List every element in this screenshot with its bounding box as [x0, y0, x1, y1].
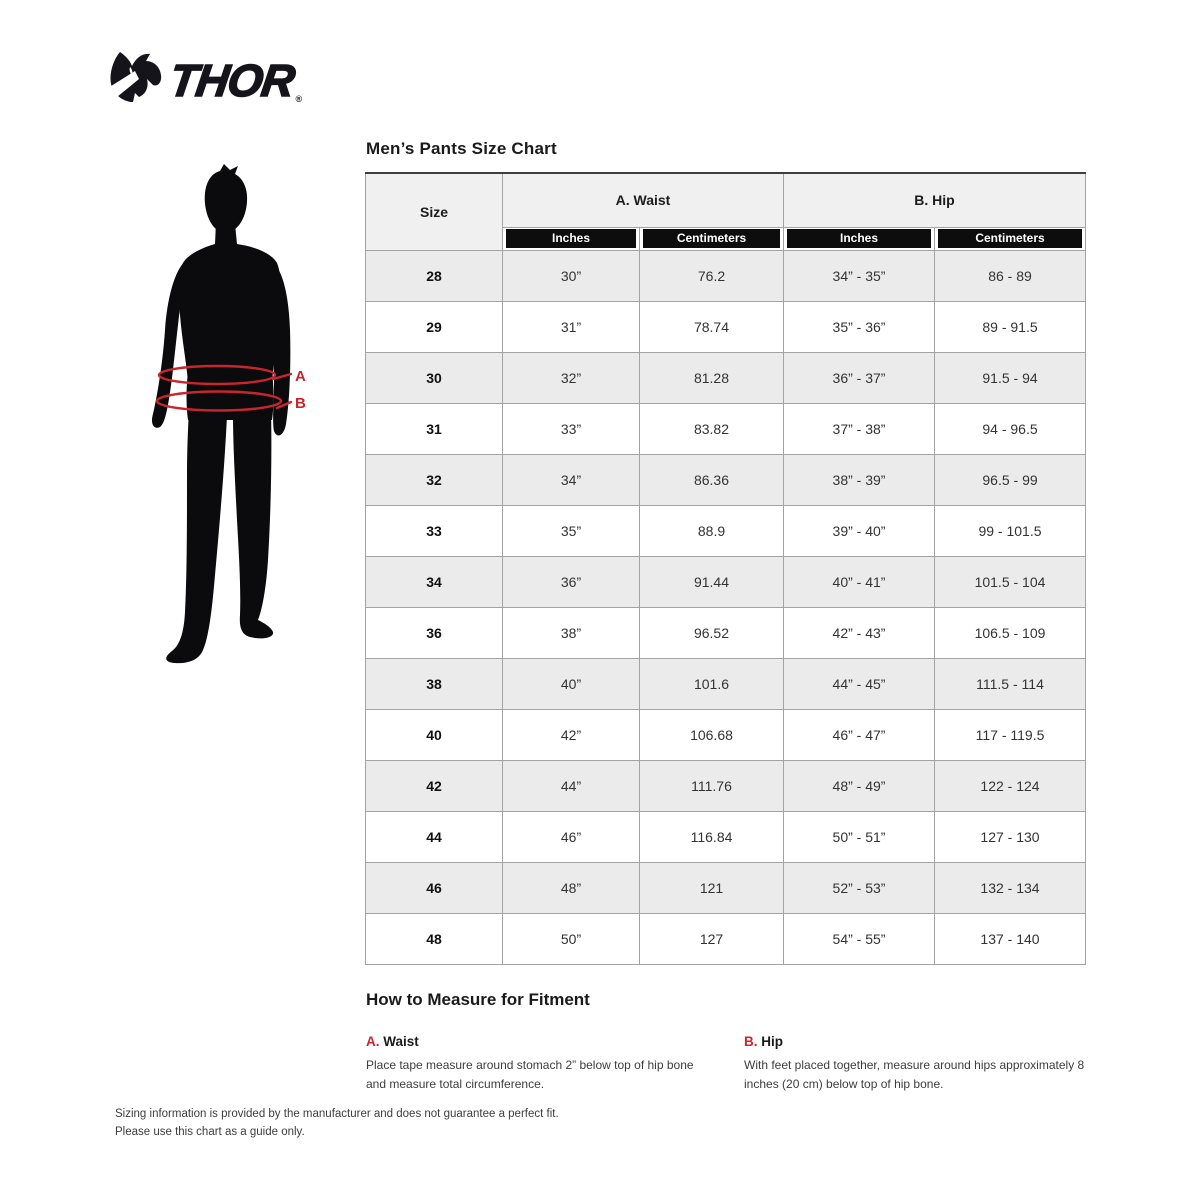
size-cell: 33 [366, 505, 503, 556]
table-row [366, 862, 1086, 913]
value-cell: 31” [503, 301, 640, 352]
table-row [366, 403, 1086, 454]
column-header-size: Size [366, 173, 503, 250]
table-row [366, 454, 1086, 505]
size-cell: 34 [366, 556, 503, 607]
value-cell: 38” [503, 607, 640, 658]
value-cell: 117 - 119.5 [935, 709, 1086, 760]
value-cell: 36” - 37” [784, 352, 935, 403]
value-cell: 99 - 101.5 [935, 505, 1086, 556]
disclaimer-line-2: Please use this chart as a guide only. [115, 1125, 305, 1138]
value-cell: 91.44 [640, 556, 784, 607]
value-cell: 121 [640, 862, 784, 913]
value-cell: 32” [503, 352, 640, 403]
value-cell: 122 - 124 [935, 760, 1086, 811]
centimeters-bar: Centimeters [938, 229, 1082, 248]
value-cell: 46” - 47” [784, 709, 935, 760]
value-cell: 132 - 134 [935, 862, 1086, 913]
value-cell: 111.76 [640, 760, 784, 811]
table-row [366, 811, 1086, 862]
value-cell: 127 - 130 [935, 811, 1086, 862]
value-cell: 101.5 - 104 [935, 556, 1086, 607]
value-cell: 89 - 91.5 [935, 301, 1086, 352]
waist-instruction-text: Place tape measure around stomach 2” below top of hip bone and measure total circumference. [366, 1058, 694, 1092]
size-cell: 29 [366, 301, 503, 352]
value-cell: 52” - 53” [784, 862, 935, 913]
how-to-measure-section [366, 990, 1088, 1094]
value-cell: 81.28 [640, 352, 784, 403]
value-cell: 83.82 [640, 403, 784, 454]
value-cell: 106.5 - 109 [935, 607, 1086, 658]
table-row [366, 250, 1086, 301]
value-cell: 94 - 96.5 [935, 403, 1086, 454]
waist-label-a: A [295, 368, 306, 385]
value-cell: 76.2 [640, 250, 784, 301]
value-cell: 96.52 [640, 607, 784, 658]
value-cell: 127 [640, 913, 784, 964]
table-row [366, 505, 1086, 556]
value-cell: 88.9 [640, 505, 784, 556]
value-cell: 36” [503, 556, 640, 607]
value-cell: 40” - 41” [784, 556, 935, 607]
hip-letter: B. [744, 1034, 758, 1049]
hip-label: Hip [761, 1034, 784, 1049]
body-measurement-figure [140, 160, 360, 680]
waist-measure-instructions [366, 1034, 744, 1094]
table-row [366, 607, 1086, 658]
inches-bar: Inches [506, 229, 636, 248]
value-cell: 48” [503, 862, 640, 913]
value-cell: 78.74 [640, 301, 784, 352]
value-cell: 96.5 - 99 [935, 454, 1086, 505]
value-cell: 35” - 36” [784, 301, 935, 352]
inches-bar: Inches [787, 229, 931, 248]
measure-heading: How to Measure for Fitment [366, 990, 590, 1009]
value-cell: 42” - 43” [784, 607, 935, 658]
waist-label: Waist [383, 1034, 419, 1049]
page-title: Men’s Pants Size Chart [366, 139, 557, 158]
value-cell: 33” [503, 403, 640, 454]
value-cell: 91.5 - 94 [935, 352, 1086, 403]
table-row [366, 913, 1086, 964]
value-cell: 44” - 45” [784, 658, 935, 709]
value-cell: 116.84 [640, 811, 784, 862]
table-row [366, 760, 1086, 811]
column-header-waist: A. Waist [503, 173, 784, 227]
size-chart-table [365, 172, 1086, 965]
hip-label-b: B [295, 395, 306, 412]
value-cell: 40” [503, 658, 640, 709]
thor-goat-icon [106, 48, 166, 106]
hip-measure-instructions [744, 1034, 1088, 1094]
value-cell: 48” - 49” [784, 760, 935, 811]
size-cell: 38 [366, 658, 503, 709]
value-cell: 50” [503, 913, 640, 964]
value-cell: 44” [503, 760, 640, 811]
value-cell: 46” [503, 811, 640, 862]
size-cell: 44 [366, 811, 503, 862]
size-cell: 36 [366, 607, 503, 658]
size-cell: 28 [366, 250, 503, 301]
value-cell: 34” [503, 454, 640, 505]
value-cell: 50” - 51” [784, 811, 935, 862]
hip-instruction-title [744, 1034, 1088, 1049]
subheader-waist-centimeters [640, 227, 784, 250]
hip-instruction-text: With feet placed together, measure around hips approximately 8 inches (20 cm) below top of hip bone. [744, 1058, 1085, 1092]
size-cell: 48 [366, 913, 503, 964]
table-header [366, 173, 1086, 250]
waist-letter: A. [366, 1034, 380, 1049]
value-cell: 101.6 [640, 658, 784, 709]
value-cell: 106.68 [640, 709, 784, 760]
size-cell: 30 [366, 352, 503, 403]
size-table-body [366, 250, 1086, 964]
value-cell: 111.5 - 114 [935, 658, 1086, 709]
value-cell: 137 - 140 [935, 913, 1086, 964]
size-cell: 31 [366, 403, 503, 454]
table-row [366, 658, 1086, 709]
sizing-disclaimer [115, 1106, 559, 1142]
registered-mark: ® [295, 94, 303, 104]
subheader-waist-inches [503, 227, 640, 250]
thor-logo-text: THOR [166, 55, 298, 106]
disclaimer-line-1: Sizing information is provided by the manufacturer and does not guarantee a perfect fit. [115, 1108, 559, 1120]
value-cell: 42” [503, 709, 640, 760]
waist-instruction-title [366, 1034, 712, 1049]
size-cell: 32 [366, 454, 503, 505]
size-cell: 46 [366, 862, 503, 913]
value-cell: 35” [503, 505, 640, 556]
size-cell: 40 [366, 709, 503, 760]
column-header-hip: B. Hip [784, 173, 1086, 227]
subheader-hip-centimeters [935, 227, 1086, 250]
value-cell: 38” - 39” [784, 454, 935, 505]
value-cell: 86.36 [640, 454, 784, 505]
table-row [366, 709, 1086, 760]
subheader-hip-inches [784, 227, 935, 250]
value-cell: 30” [503, 250, 640, 301]
size-cell: 42 [366, 760, 503, 811]
table-row [366, 556, 1086, 607]
value-cell: 86 - 89 [935, 250, 1086, 301]
thor-logo [106, 48, 302, 106]
table-row [366, 352, 1086, 403]
value-cell: 54” - 55” [784, 913, 935, 964]
value-cell: 39” - 40” [784, 505, 935, 556]
table-row [366, 301, 1086, 352]
value-cell: 37” - 38” [784, 403, 935, 454]
centimeters-bar: Centimeters [643, 229, 780, 248]
value-cell: 34” - 35” [784, 250, 935, 301]
